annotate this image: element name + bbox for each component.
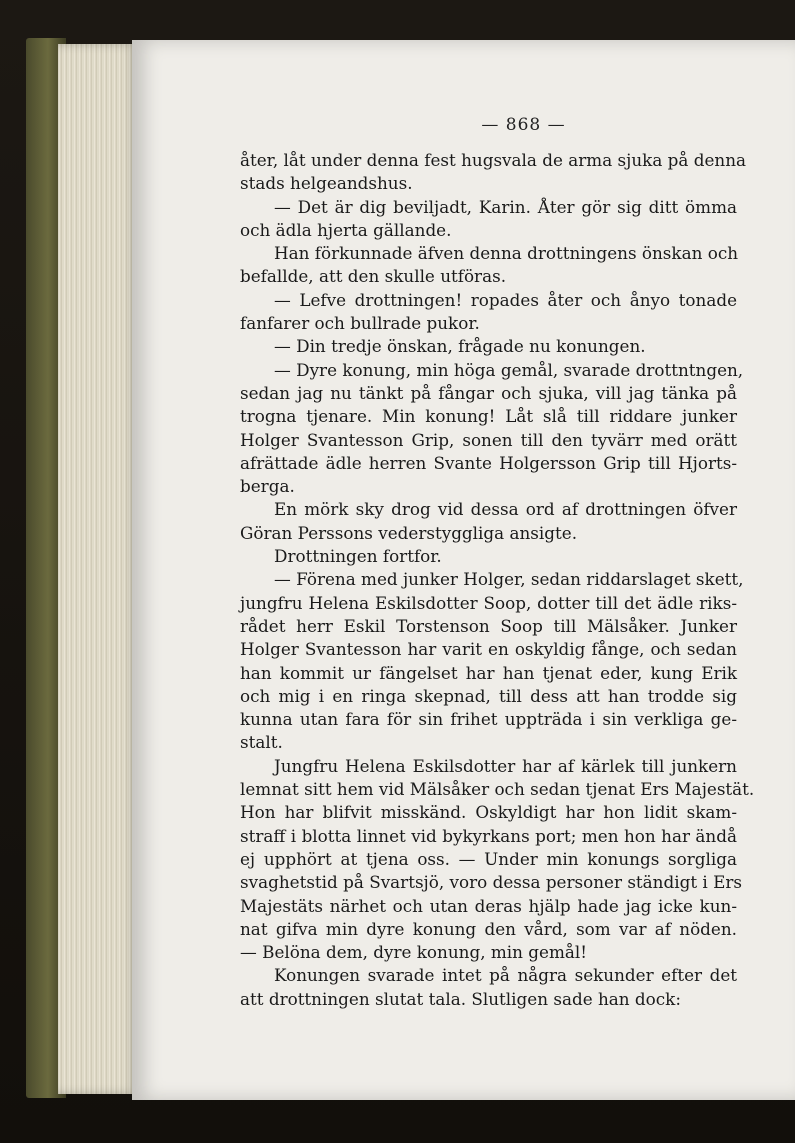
text-line: En mörk sky drog vid dessa ord af drottningen öfver — [274, 499, 737, 520]
book-page — [132, 40, 795, 1100]
text-line: kunna utan fara för sin frihet uppträda i sin verkliga ge- — [240, 709, 737, 730]
text-line: ej upphört at tjena oss. — Under min konungs sorgliga — [240, 848, 737, 869]
text-line: åter, låt under denna fest hugsvala de arma sjuka på denna — [240, 150, 747, 170]
text-line: nat gifva min dyre konung den vård, som var af nöden. — [240, 918, 737, 939]
page-text — [240, 149, 755, 1011]
text-line: Holger Svantesson Grip, sonen till den tyvärr med orätt — [240, 429, 737, 450]
page-number: — 868 — — [481, 115, 566, 135]
text-line: — Belöna dem, dyre konung, min gemål! — [240, 942, 587, 963]
text-line: — Dyre konung, min höga gemål, svarade drottntngen, — [274, 359, 744, 380]
text-line: stads helgeandshus. — [240, 173, 413, 194]
text-line: — Lefve drottningen! ropades åter och ånyo tonade — [274, 289, 737, 310]
text-line: fanfarer och bullrade pukor. — [240, 313, 480, 334]
text-line: — Det är dig beviljadt, Karin. Åter gör sig ditt ömma — [274, 196, 737, 217]
text-line: berga. — [240, 476, 295, 497]
text-line: — Förena med junker Holger, sedan riddarslaget skett, — [274, 569, 744, 590]
text-line: Konungen svarade intet på några sekunder efter det — [274, 965, 737, 986]
text-line: — Din tredje önskan, frågade nu konungen. — [274, 336, 646, 357]
text-line: att drottningen slutat tala. Slutligen sade han dock: — [240, 988, 681, 1009]
text-line: och mig i en ringa skepnad, till dess att han trodde sig — [240, 685, 737, 706]
text-line: och ädla hjerta gällande. — [240, 219, 452, 240]
text-line: svaghetstid på Svartsjö, voro dessa personer ständigt i Ers — [240, 872, 743, 893]
text-line: han kommit ur fängelset har han tjenat eder, kung Erik — [240, 662, 737, 683]
text-line: straff i blotta linnet vid bykyrkans port; men hon har ändå — [240, 825, 737, 846]
text-line: rådet herr Eskil Torstenson Soop till Mälsåker. Junker — [240, 615, 737, 636]
text-line: sedan jag nu tänkt på fångar och sjuka, vill jag tänka på — [240, 382, 737, 403]
text-line: afrättade ädle herren Svante Holgersson Grip till Hjorts- — [240, 452, 737, 473]
text-line: Han förkunnade äfven denna drottningens önskan och — [274, 243, 739, 264]
text-line: Hon har blifvit misskänd. Oskyldigt har hon lidit skam- — [240, 802, 737, 823]
page-edges — [58, 44, 138, 1094]
text-line: befallde, att den skulle utföras. — [240, 266, 507, 287]
text-line: lemnat sitt hem vid Mälsåker och sedan tjenat Ers Majestät. — [240, 779, 755, 800]
text-line: Holger Svantesson har varit en oskyldig fånge, och sedan — [240, 639, 737, 660]
text-line: Majestäts närhet och utan deras hjälp hade jag icke kun- — [240, 895, 737, 916]
text-line: stalt. — [240, 732, 283, 753]
text-line: Göran Perssons vederstyggliga ansigte. — [240, 522, 578, 543]
text-line: jungfru Helena Eskilsdotter Soop, dotter till det ädle riks- — [240, 592, 737, 613]
text-line: Drottningen fortfor. — [274, 546, 442, 567]
text-line: trogna tjenare. Min konung! Låt slå till riddare junker — [240, 406, 737, 427]
text-line: Jungfru Helena Eskilsdotter har af kärlek till junkern — [274, 755, 737, 776]
